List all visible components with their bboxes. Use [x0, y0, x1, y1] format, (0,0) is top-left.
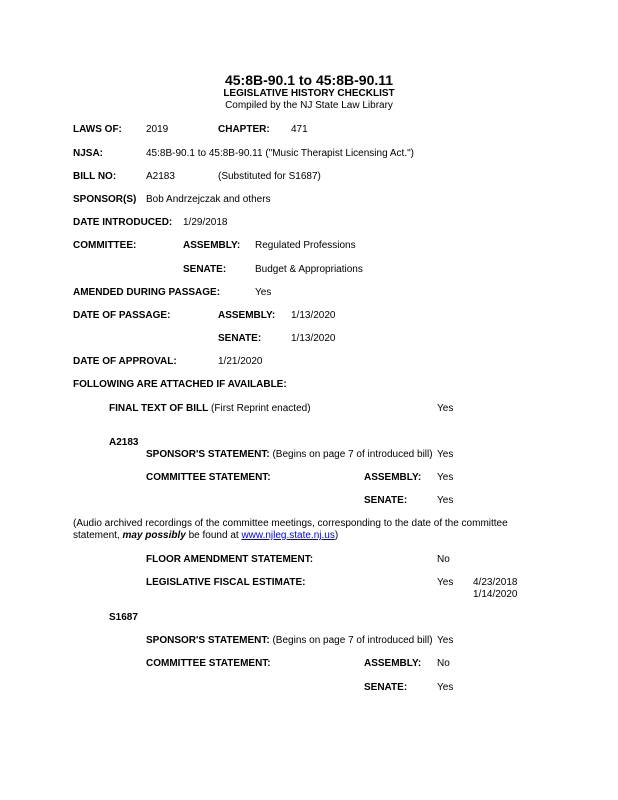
njsa-value: 45:8B-90.1 to 45:8B-90.11 ("Music Therapist Licensing Act.")	[146, 148, 414, 159]
committee-assembly-label: ASSEMBLY:	[183, 240, 241, 251]
committee-label: COMMITTEE:	[73, 240, 137, 251]
a2183-senate-label: SENATE:	[364, 495, 408, 506]
passage-label: DATE OF PASSAGE:	[73, 310, 171, 321]
s1687-sponsor-stmt-value: Yes	[437, 635, 454, 646]
passage-assembly-value: 1/13/2020	[291, 310, 336, 321]
substituted-note: (Substituted for S1687)	[218, 171, 321, 182]
a2183-committee-stmt-label: COMMITTEE STATEMENT:	[146, 472, 271, 483]
s1687-senate-value: Yes	[437, 682, 454, 693]
audio-note-text-c: be found at	[188, 530, 239, 541]
audio-note-text-d: )	[334, 530, 339, 541]
s1687-sponsor-stmt-label: SPONSOR'S STATEMENT:	[146, 635, 270, 646]
fiscal-estimate-date1: 4/23/2018	[473, 577, 518, 588]
a2183-sponsor-stmt-value: Yes	[437, 449, 454, 460]
s1687-assembly-value: No	[437, 658, 450, 669]
audio-note-line2	[73, 530, 338, 542]
passage-senate-value: 1/13/2020	[291, 333, 336, 344]
sponsor-value: Bob Andrzejczak and others	[146, 194, 271, 205]
fiscal-estimate-date2: 1/14/2020	[473, 589, 518, 600]
chapter-value: 471	[291, 124, 308, 135]
approval-label: DATE OF APPROVAL:	[73, 356, 177, 367]
sponsor-label: SPONSOR(S)	[73, 194, 137, 205]
page-subtitle: LEGISLATIVE HISTORY CHECKLIST	[223, 88, 395, 99]
njleg-link[interactable]: www.njleg.state.nj.us	[241, 530, 335, 541]
laws-of-label: LAWS OF:	[73, 124, 122, 135]
fiscal-estimate-value: Yes	[437, 577, 454, 588]
s1687-committee-stmt-label: COMMITTEE STATEMENT:	[146, 658, 271, 669]
s1687-assembly-label: ASSEMBLY:	[364, 658, 422, 669]
approval-value: 1/21/2020	[218, 356, 263, 367]
final-text-value: Yes	[437, 403, 454, 414]
committee-senate-value: Budget & Appropriations	[255, 264, 363, 275]
date-introduced-label: DATE INTRODUCED:	[73, 217, 173, 228]
passage-senate-label: SENATE:	[218, 333, 262, 344]
floor-amendment-label: FLOOR AMENDMENT STATEMENT:	[146, 554, 314, 565]
chapter-label: CHAPTER:	[218, 124, 270, 135]
bill-no-label: BILL NO:	[73, 171, 117, 182]
a2183-assembly-value: Yes	[437, 472, 454, 483]
s1687-bill-label: S1687	[109, 612, 138, 623]
final-text-label: FINAL TEXT OF BILL	[109, 403, 209, 414]
amended-value: Yes	[255, 287, 272, 298]
date-introduced-value: 1/29/2018	[183, 217, 228, 228]
laws-of-value: 2019	[146, 124, 169, 135]
amended-label: AMENDED DURING PASSAGE:	[73, 287, 221, 298]
s1687-senate-label: SENATE:	[364, 682, 408, 693]
committee-senate-label: SENATE:	[183, 264, 227, 275]
page-title: 45:8B-90.1 to 45:8B-90.11	[224, 72, 394, 88]
audio-note-line1: (Audio archived recordings of the committee meetings, corresponding to the date of the committee	[73, 518, 508, 529]
passage-assembly-label: ASSEMBLY:	[218, 310, 276, 321]
a2183-senate-value: Yes	[437, 495, 454, 506]
a2183-assembly-label: ASSEMBLY:	[364, 472, 422, 483]
a2183-bill-label: A2183	[109, 437, 139, 448]
a2183-sponsor-stmt-detail: (Begins on page 7 of introduced bill)	[272, 449, 433, 460]
a2183-sponsor-stmt-row	[146, 449, 433, 461]
fiscal-estimate-label: LEGISLATIVE FISCAL ESTIMATE:	[146, 577, 306, 588]
audio-note-text-a: statement,	[73, 530, 120, 541]
floor-amendment-value: No	[437, 554, 450, 565]
final-text-detail: (First Reprint enacted)	[211, 403, 311, 414]
audio-note-emphasis: may possibly	[122, 530, 186, 541]
final-text-row	[109, 403, 311, 415]
attached-heading: FOLLOWING ARE ATTACHED IF AVAILABLE:	[73, 379, 287, 390]
s1687-sponsor-stmt-detail: (Begins on page 7 of introduced bill)	[272, 635, 433, 646]
bill-no-value: A2183	[146, 171, 175, 182]
njsa-label: NJSA:	[73, 148, 104, 159]
committee-assembly-value: Regulated Professions	[255, 240, 356, 251]
compiled-by: Compiled by the NJ State Law Library	[225, 100, 393, 111]
s1687-sponsor-stmt-row	[146, 635, 433, 647]
a2183-sponsor-stmt-label: SPONSOR'S STATEMENT:	[146, 449, 270, 460]
